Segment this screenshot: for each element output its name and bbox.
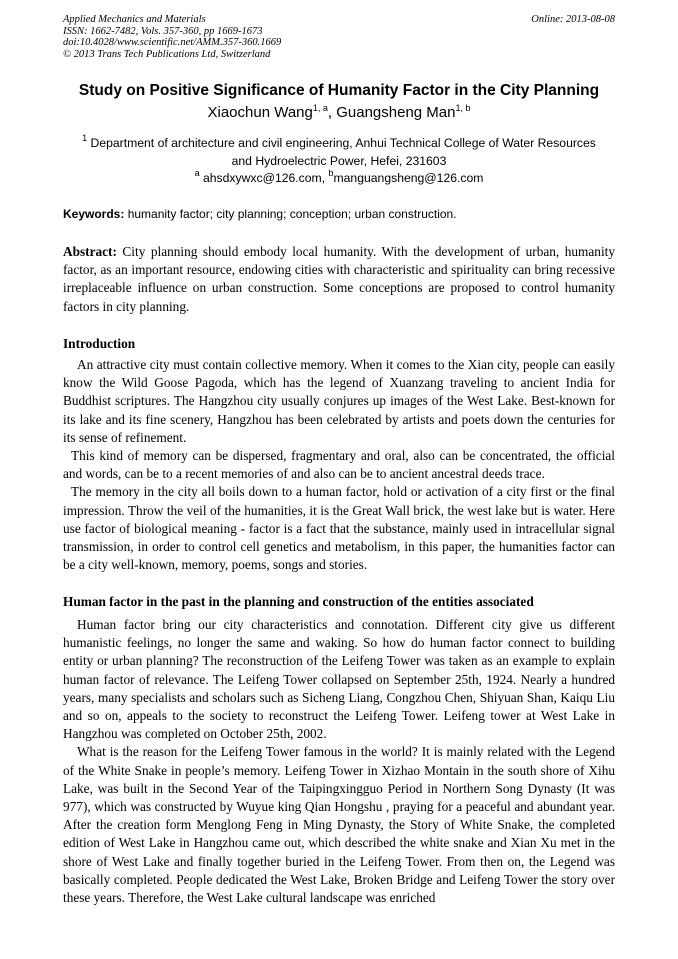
- issn-line: ISSN: 1662-7482, Vols. 357-360, pp 1669-1673: [63, 25, 263, 37]
- keywords-text: humanity factor; city planning; conception; urban construction.: [124, 207, 457, 221]
- human-factor-section: [63, 616, 615, 907]
- intro-paragraph-2: This kind of memory can be dispersed, fragmentary and oral, also can be concentrated, the official and words, can be to a recent memories of and also can be to ancient ancestral deeds trace.: [63, 448, 615, 482]
- email-a-marker: a: [194, 168, 200, 178]
- email-line: [0, 170, 678, 188]
- keywords: [63, 207, 615, 221]
- affiliation-marker: 1: [82, 133, 88, 143]
- intro-paragraph-1: An attractive city must contain collective memory. When it comes to the Xian city, people can easily know the Wild Goose Pagoda, which has the legend of Xuanzang traveling to ancient India for Buddhist scriptures. The Hangzhou city usually conjures up images of the West Lake. Best-known for its lake and its fine scenery, Hangzhou has been celebrated by artists and poets down the centuries for its sense of refinement.: [63, 357, 615, 445]
- online-date: Online: 2013-08-08: [531, 14, 615, 25]
- human-paragraph-1: Human factor bring our city characteristics and connotation. Different city give us different humanistic feelings, no longer the same and waking. So how do human factor connect to building entity or urban planning? The reconstruction of the Leifeng Tower was taken as an example to explain human factor of relevance. The Leifeng Tower collapsed on September 25th, 1924. Nearly a hundred years, many specialists and scholars such as Sicheng Liang, Congzhou Chen, Shiyuan Shan, Kaiqu Liu and so on, appeals to the society to reconstruct the Leifeng Tower. Leifeng tower at West Lake in Hangzhou was completed on October 25th, 2002.: [63, 617, 615, 742]
- email-a: ahsdxywxc@126.com,: [199, 171, 329, 185]
- human-paragraph-2: What is the reason for the Leifeng Tower famous in the world? It is mainly related with the Legend of the White Snake in people’s memory. Leifeng Tower in Xizhao Montain in the south shore of Xihu Lake, was built in the Second Year of the Taipingxingguo Period in Northern Song Dynasty (It was 977), which was constructed by Wuyue king Qian Hongshu , praying for a peaceful and abundant year. After the creation form Menglong Feng in Ming Dynasty, the Story of White Snake, the completed edition of West Lake in Hangzhou came out, which described the white snake and Xian Xu met in the shore of West Lake and finally together buried in the Leifeng Tower. From then on, the Legend was basically completed. People dedicated the West Lake, Broken Bridge and Leifeng Tower the story over these years. Therefore, the West Lake cultural landscape was enriched: [63, 744, 615, 906]
- author-1-affil: 1, a: [312, 103, 328, 113]
- author-2-affil: 1, b: [455, 103, 471, 113]
- affiliation-block: [0, 135, 678, 188]
- affiliation-line-1: [0, 135, 678, 153]
- intro-paragraph-3: The memory in the city all boils down to a human factor, hold or activation of a city first or the final impression. Throw the veil of the humanities, it is the Great Wall brick, the west lake but is water. Here use factor of biological meaning - factor is a fact that the substance, mainly used in intracellular signal transmission, in order to control cell genetics and metabolism, in this paper, the humanities factor can be a city well-known, memory, poems, songs and stories.: [63, 484, 615, 573]
- email-b-marker: b: [328, 168, 334, 178]
- introduction-section: [63, 356, 615, 574]
- introduction-heading: Introduction: [63, 336, 136, 351]
- author-line: [0, 104, 678, 121]
- abstract: [63, 243, 615, 316]
- author-separator: ,: [327, 104, 337, 121]
- abstract-text: City planning should embody local humanity. With the development of urban, humanity factor, as an important resource, endowing cities with characteristic and spirituality can bring recessive irreplaceable influence on urban construction. Some conceptions are proposed to control humanity factors in city planning.: [63, 244, 615, 314]
- email-b: manguangsheng@126.com: [333, 171, 484, 185]
- affiliation-line-2: and Hydroelectric Power, Hefei, 231603: [231, 153, 447, 168]
- abstract-label: Abstract:: [63, 244, 117, 259]
- journal-name: Applied Mechanics and Materials: [63, 14, 206, 25]
- affiliation-text-1: Department of architecture and civil engineering, Anhui Technical College of Water Resources: [87, 136, 596, 150]
- copyright-line: © 2013 Trans Tech Publications Ltd, Switzerland: [63, 48, 271, 60]
- paper-title: Study on Positive Significance of Humanity Factor in the City Planning: [78, 82, 600, 99]
- author-1: Xiaochun Wang: [207, 104, 313, 121]
- keywords-label: Keywords:: [63, 207, 125, 221]
- doi-line: doi:10.4028/www.scientific.net/AMM.357-360.1669: [63, 37, 282, 48]
- author-2: Guangsheng Man: [336, 104, 456, 121]
- human-factor-heading: Human factor in the past in the planning and construction of the entities associated: [63, 594, 534, 609]
- journal-header: [63, 14, 615, 60]
